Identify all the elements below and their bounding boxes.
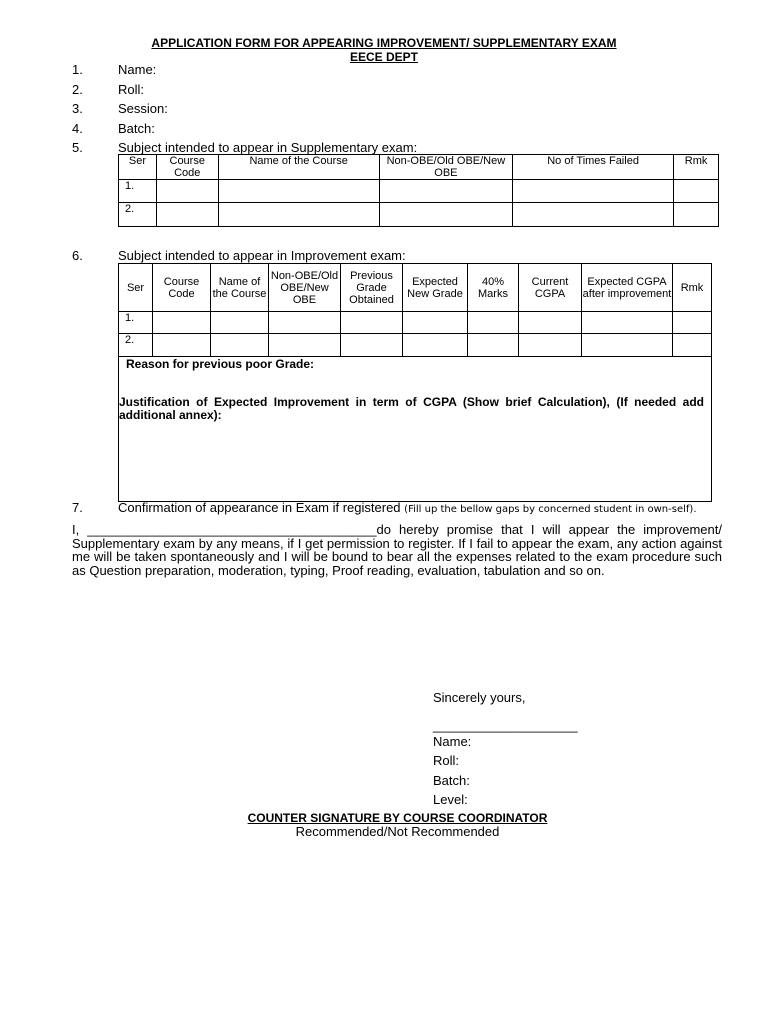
header-expected-cgpa: Expected CGPA after improvement xyxy=(582,264,673,312)
row-ser: 2. xyxy=(119,203,157,227)
header-times-failed: No of Times Failed xyxy=(513,155,674,180)
header-rmk: Rmk xyxy=(673,264,712,312)
header-course-name: Name of the Course xyxy=(211,264,269,312)
course-name-field[interactable] xyxy=(218,180,379,203)
current-cgpa-field[interactable] xyxy=(519,334,582,357)
obe-field[interactable] xyxy=(269,334,341,357)
rmk-field[interactable] xyxy=(674,203,719,227)
reason-label: Reason for previous poor Grade: xyxy=(126,357,315,371)
marks-field[interactable] xyxy=(468,334,519,357)
header-ser: Ser xyxy=(119,264,153,312)
confirmation-line xyxy=(118,500,728,515)
item-number: 2. xyxy=(72,82,83,97)
times-failed-field[interactable] xyxy=(513,180,674,203)
course-name-field[interactable] xyxy=(218,203,379,227)
item-number: 1. xyxy=(72,62,83,77)
obe-field[interactable] xyxy=(379,180,512,203)
session-label: Session: xyxy=(118,101,168,116)
times-failed-field[interactable] xyxy=(513,203,674,227)
confirmation-note: (Fill up the bellow gaps by concerned student in own-self). xyxy=(404,504,697,515)
item-number: 6. xyxy=(72,248,83,263)
improvement-label: Subject intended to appear in Improvement exam: xyxy=(118,248,406,263)
course-code-field[interactable] xyxy=(153,334,211,357)
table-row xyxy=(119,312,712,334)
signature-roll-label: Roll: xyxy=(433,753,460,768)
department-title: EECE DEPT xyxy=(349,50,418,64)
header-rmk: Rmk xyxy=(674,155,719,180)
signature-name-label: Name: xyxy=(433,734,472,749)
header-ser: Ser xyxy=(119,155,157,180)
supplementary-table xyxy=(118,154,719,227)
course-code-field[interactable] xyxy=(153,312,211,334)
recommendation-text: Recommended/Not Recommended xyxy=(295,824,500,839)
rmk-field[interactable] xyxy=(673,334,712,357)
item-number: 7. xyxy=(72,500,83,515)
obe-field[interactable] xyxy=(269,312,341,334)
expected-cgpa-field[interactable] xyxy=(582,334,673,357)
improvement-table xyxy=(118,263,712,357)
table-row xyxy=(119,180,719,203)
item-number: 3. xyxy=(72,101,83,116)
table-row xyxy=(119,203,719,227)
roll-label: Roll: xyxy=(118,82,145,97)
previous-grade-field[interactable] xyxy=(341,334,403,357)
batch-label: Batch: xyxy=(118,121,155,136)
signature-line[interactable]: ____________________ xyxy=(433,718,578,733)
header-current-cgpa: Current CGPA xyxy=(519,264,582,312)
justification-label: Justification of Expected Improvement in term of CGPA (Show brief Calculation), (If needed add additional annex): xyxy=(119,395,704,422)
signature-level-label: Level: xyxy=(433,792,468,807)
header-40-marks: 40% Marks xyxy=(468,264,519,312)
header-course-code: Course Code xyxy=(156,155,218,180)
row-ser: 1. xyxy=(119,312,153,334)
reason-justification-box[interactable] xyxy=(118,356,712,502)
course-code-field[interactable] xyxy=(156,180,218,203)
item-number: 5. xyxy=(72,140,83,155)
expected-cgpa-field[interactable] xyxy=(582,312,673,334)
header-course-name: Name of the Course xyxy=(218,155,379,180)
item-number: 4. xyxy=(72,121,83,136)
row-ser: 2. xyxy=(119,334,153,357)
row-ser: 1. xyxy=(119,180,157,203)
header-obe: Non-OBE/Old OBE/New OBE xyxy=(379,155,512,180)
header-expected-grade: Expected New Grade xyxy=(403,264,468,312)
header-course-code: Course Code xyxy=(153,264,211,312)
expected-grade-field[interactable] xyxy=(403,312,468,334)
counter-signature-title: COUNTER SIGNATURE BY COURSE COORDINATOR xyxy=(247,811,548,825)
header-obe: Non-OBE/Old OBE/New OBE xyxy=(269,264,341,312)
current-cgpa-field[interactable] xyxy=(519,312,582,334)
course-name-field[interactable] xyxy=(211,334,269,357)
signature-batch-label: Batch: xyxy=(433,773,470,788)
course-code-field[interactable] xyxy=(156,203,218,227)
header-previous-grade: Previous Grade Obtained xyxy=(341,264,403,312)
closing-text: Sincerely yours, xyxy=(433,690,526,705)
rmk-field[interactable] xyxy=(673,312,712,334)
course-name-field[interactable] xyxy=(211,312,269,334)
supplementary-label: Subject intended to appear in Supplementary exam: xyxy=(118,140,418,155)
promise-paragraph: I, ________________________________________do hereby promise that I will appear the improvement/ Supplementary exam by any means, if I get permission to register. If I fail to appear the exam, any action against me will be taken spontaneously and I will be bound to bear all the expenses related to the exam procedure such as Question preparation, moderation, typing, Proof reading, evaluation, tabulation and so on. xyxy=(72,522,722,578)
form-title: APPLICATION FORM FOR APPEARING IMPROVEMENT/ SUPPLEMENTARY EXAM xyxy=(151,36,617,50)
confirmation-label: Confirmation of appearance in Exam if registered xyxy=(118,500,401,515)
expected-grade-field[interactable] xyxy=(403,334,468,357)
obe-field[interactable] xyxy=(379,203,512,227)
table-row xyxy=(119,334,712,357)
name-label: Name: xyxy=(118,62,157,77)
marks-field[interactable] xyxy=(468,312,519,334)
previous-grade-field[interactable] xyxy=(341,312,403,334)
rmk-field[interactable] xyxy=(674,180,719,203)
